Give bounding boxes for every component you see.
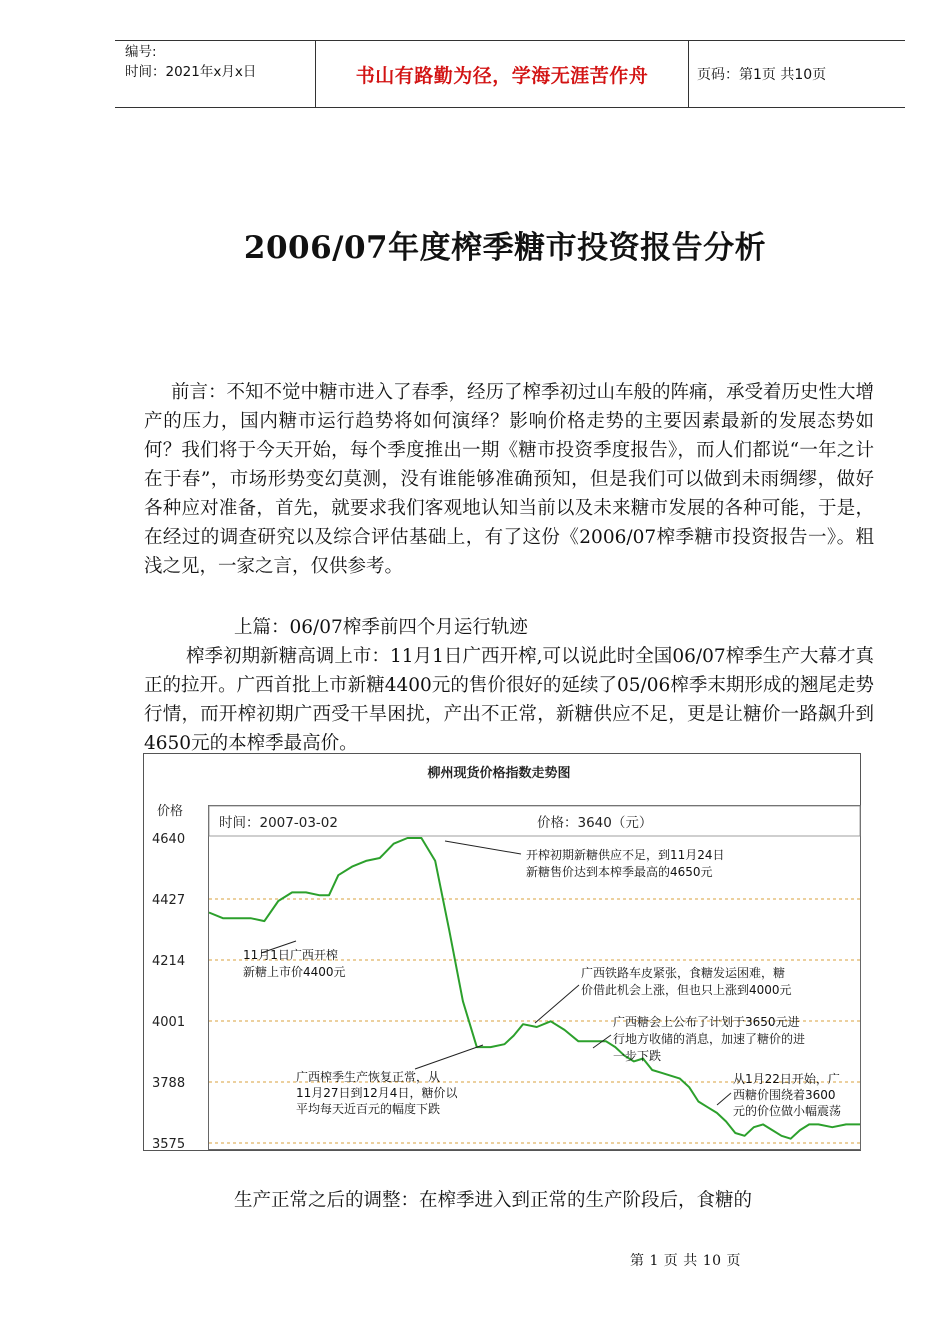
body-paragraph: 榨季初期新糖高调上市：11月1日广西开榨,可以说此时全国06/07榨季生产大幕才真正的拉开。广西首批上市新糖4400元的售价很好的延续了05/06榨季末期形成的翘尾走势行情，而开榨初期广西受干旱困扰，产出不正常，新糖供应不足，更是让糖价一路飙升到4650元的本榨季最高价。 [144,646,874,754]
info-price: 价格：3640（元） [537,815,653,831]
annotation-line: 新糖售价达到本榨季最高的4650元 [526,865,713,879]
y-tick-label: 4640 [152,832,186,847]
annotation-line: 广西榨季生产恢复正常，从 [296,1070,441,1084]
y-tick-label: 3788 [152,1076,186,1091]
y-tick-label: 4427 [152,893,186,908]
annotation-line: 平均每天近百元的幅度下跌 [296,1102,441,1116]
document-time-label: 时间：2021年x月x日 [125,64,257,80]
annotation-line: 元的价位做小幅震荡 [733,1104,842,1118]
annotation-line: 广西糖会上公布了计划于3650元进 [613,1015,800,1029]
annotation-line: 行地方收储的消息，加速了糖价的进 [613,1032,806,1046]
y-tick-label: 4214 [152,954,186,969]
annotation-line: 11月27日到12月4日，糖价以 [296,1086,458,1100]
info-time: 时间：2007-03-02 [219,815,338,831]
annotation-line: 一步下跌 [613,1049,662,1063]
section-heading: 上篇：06/07榨季前四个月运行轨迹 [234,617,528,638]
header-motto: 书山有路勤为径，学海无涯苦作舟 [315,41,689,107]
footer-page-number: 第 1 页 共 10 页 [630,1253,741,1269]
price-index-chart [143,753,861,1151]
document-number-label: 编号: [125,44,157,60]
y-tick-label: 3575 [152,1137,186,1151]
annotation-line: 西糖价围绕着3600 [733,1088,836,1102]
document-title: 2006/07年度榨季糖市投资报告分析 [243,230,767,266]
header-page-label: 页码：第1页 共10页 [697,67,827,83]
annotation-line: 从1月22日开始，广 [733,1072,840,1086]
annotation-line: 价借此机会上涨，但也只上涨到4000元 [581,983,792,997]
annotation-line: 11月1日广西开榨 [243,948,338,962]
continued-paragraph: 生产正常之后的调整：在榨季进入到正常的生产阶段后，食糖的 [234,1190,753,1211]
y-tick-label: 4001 [152,1015,186,1030]
annotation-line: 开榨初期新糖供应不足，到11月24日 [526,848,725,862]
header-meta [115,41,315,108]
annotation-text [733,1071,841,1118]
header-table [115,40,905,108]
chart-title: 柳州现货价格指数走势图 [427,766,571,781]
annotation-text [296,1069,458,1116]
annotation-line: 新糖上市价4400元 [243,965,346,979]
chart-svg [143,753,861,1151]
annotation-line: 广西铁路车皮紧张，食糖发运困难，糖 [581,966,786,980]
y-axis-label: 价格 [157,804,184,819]
intro-paragraph: 前言：不知不觉中糖市进入了春季，经历了榨季初过山车般的阵痛，承受着历史性大增产的压力，国内糖市运行趋势将如何演绎？影响价格走势的主要因素最新的发展态势如何？我们将于今天开始，每个季度推出一期《糖市投资季度报告》，而人们都说“一年之计在于春”，市场形势变幻莫测，没有谁能够准确预知，但是我们可以做到未雨绸缪，做好各种应对准备，首先，就要求我们客观地认知当前以及未来糖市发展的各种可能，于是，在经过的调查研究以及综合评估基础上，有了这份《2006/07榨季糖市投资报告一》。粗浅之见，一家之言，仅供参考。 [144,382,875,577]
